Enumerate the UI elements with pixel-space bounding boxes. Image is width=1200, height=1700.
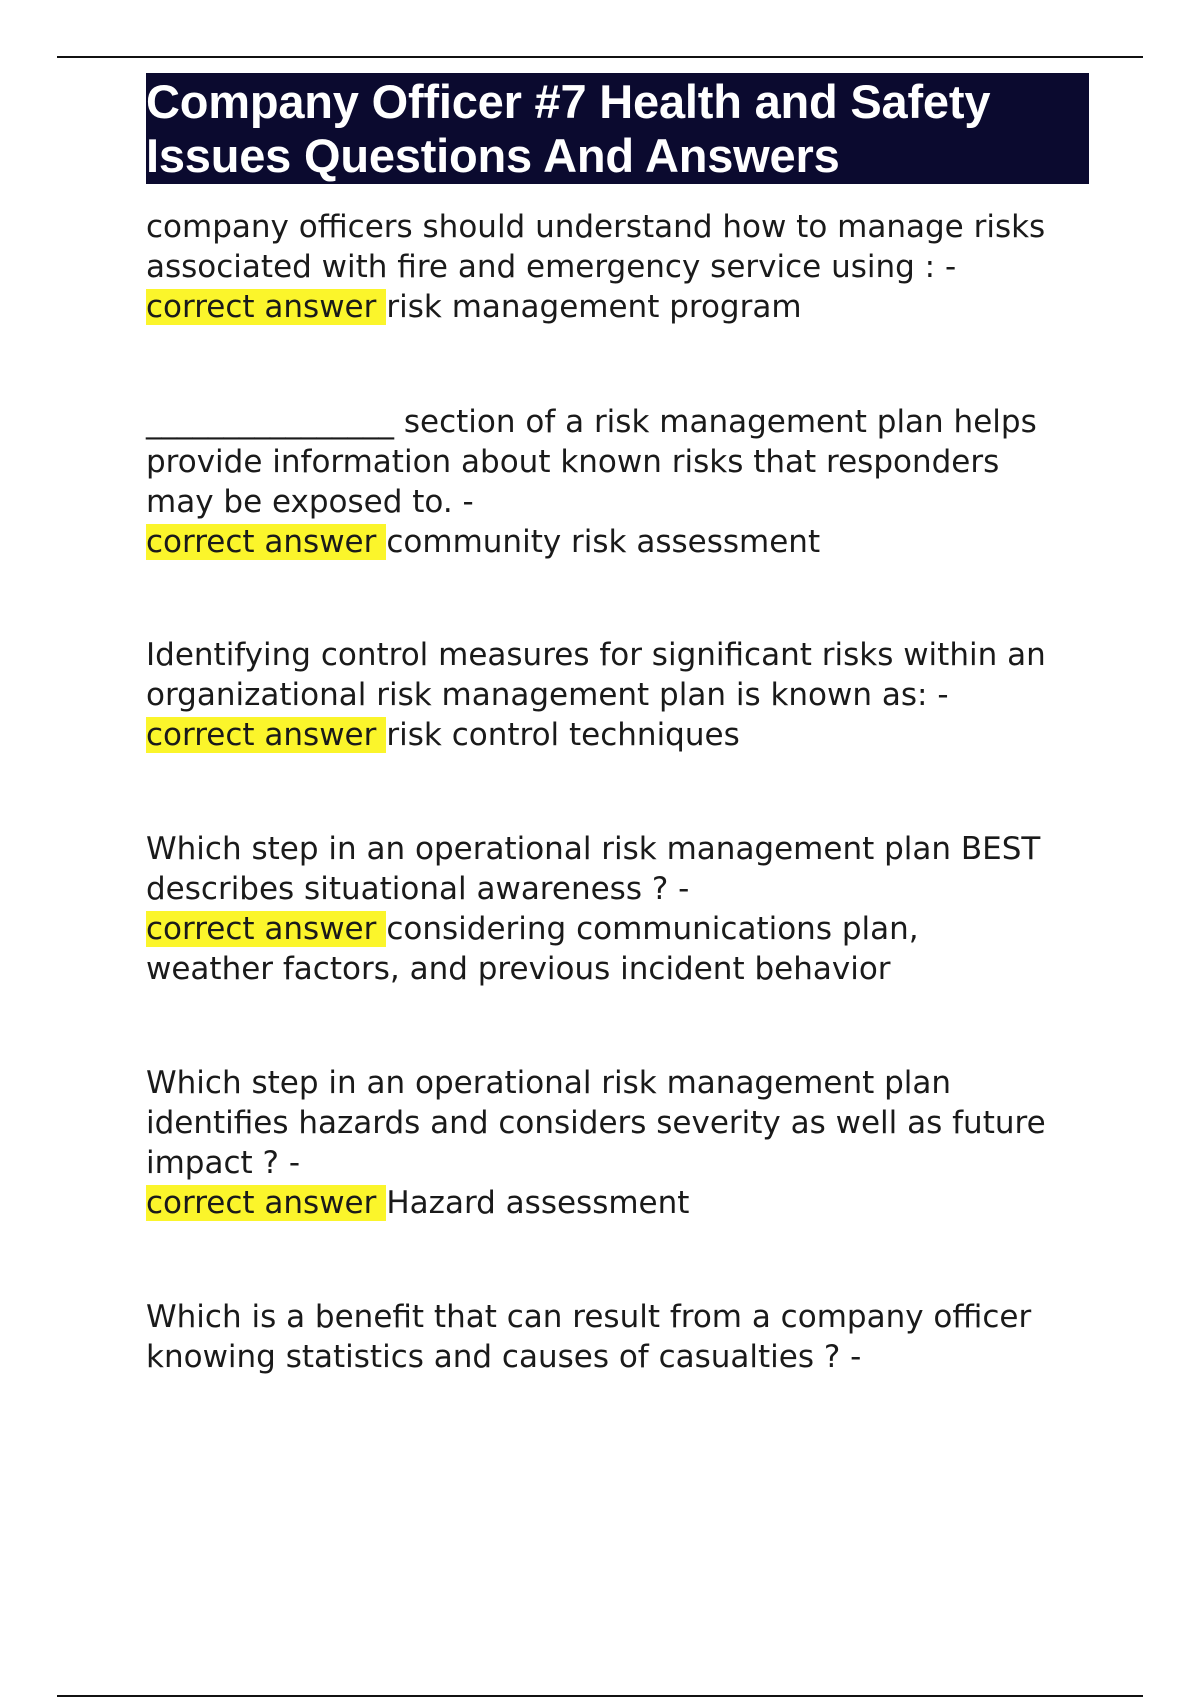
title-line-1: Company Officer #7 Health and Safety: [146, 75, 991, 128]
question-text: provide information about known risks that responders: [146, 444, 1000, 480]
top-rule: [57, 56, 1143, 58]
qa-item: [146, 1297, 1106, 1377]
question-text: company officers should understand how to manage risks: [146, 209, 1046, 245]
question-text: Which is a benefit that can result from a company officer: [146, 1299, 1032, 1335]
correct-answer-label: correct answer: [146, 1185, 386, 1221]
question-text: impact ? -: [146, 1145, 301, 1181]
answer-line: [146, 715, 1106, 755]
correct-answer-label: correct answer: [146, 717, 386, 753]
answer-line: [146, 522, 1106, 562]
answer-text: weather factors, and previous incident behavior: [146, 951, 891, 987]
qa-item: [146, 829, 1106, 989]
qa-item: [146, 207, 1106, 327]
question-text: identifies hazards and considers severity as well as future: [146, 1105, 1046, 1141]
question-text: associated with fire and emergency service using : -: [146, 249, 957, 285]
question-text: ________________ section of a risk management plan helps: [146, 404, 1037, 440]
question-text: organizational risk management plan is known as: -: [146, 677, 949, 713]
answer-text: community risk assessment: [386, 524, 821, 560]
title-line-2: Issues Questions And Answers: [146, 129, 840, 182]
correct-answer-label: correct answer: [146, 524, 386, 560]
correct-answer-label: correct answer: [146, 289, 386, 325]
answer-line: [146, 1183, 1106, 1223]
qa-item: [146, 1063, 1106, 1223]
answer-text: risk control techniques: [386, 717, 740, 753]
answer-line: [146, 287, 1106, 327]
question-text: knowing statistics and causes of casualties ? -: [146, 1339, 862, 1375]
qa-list: [146, 207, 1106, 1450]
question-text: Which step in an operational risk management plan: [146, 1065, 952, 1101]
answer-text: risk management program: [386, 289, 802, 325]
answer-text: considering communications plan,: [386, 911, 919, 947]
answer-text: Hazard assessment: [386, 1185, 690, 1221]
qa-item: [146, 402, 1106, 562]
question-text: describes situational awareness ? -: [146, 871, 690, 907]
question-text: Identifying control measures for significant risks within an: [146, 637, 1046, 673]
question-text: may be exposed to. -: [146, 484, 474, 520]
bottom-rule: [57, 1695, 1143, 1697]
answer-line: [146, 909, 1106, 949]
question-text: Which step in an operational risk management plan BEST: [146, 831, 1041, 867]
qa-item: [146, 635, 1106, 755]
document-title: [146, 73, 1089, 184]
correct-answer-label: correct answer: [146, 911, 386, 947]
